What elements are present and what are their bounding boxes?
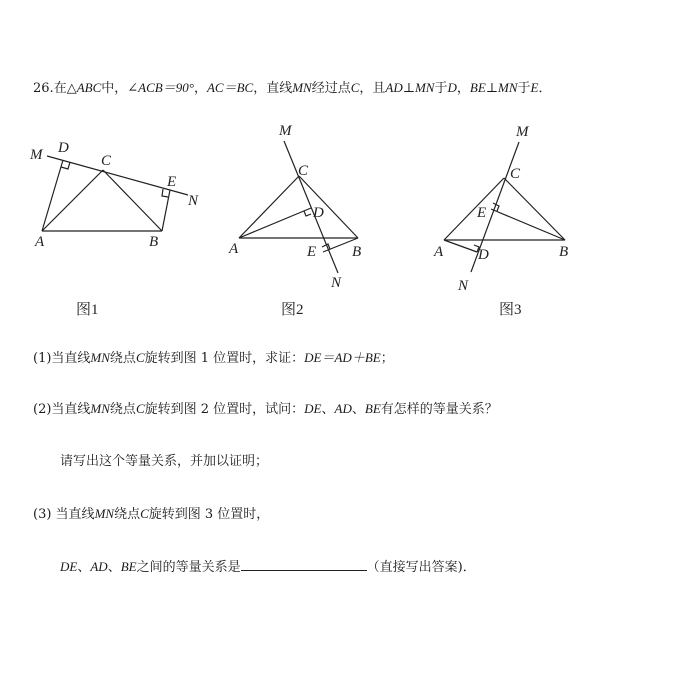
fig3-label-e: E xyxy=(477,205,487,221)
fig3-label-a: A xyxy=(434,244,444,260)
answer-blank[interactable] xyxy=(241,558,367,571)
fig1-label-d: D xyxy=(58,140,69,156)
fig2-caption: 图2 xyxy=(281,302,304,318)
fig2-label-n: N xyxy=(331,275,342,291)
fig3-label-n: N xyxy=(458,278,469,294)
fig1-label-n: N xyxy=(188,193,199,209)
fig3-segment-ac xyxy=(444,178,504,240)
question-2-instruction: 请写出这个等量关系，并加以证明； xyxy=(60,454,269,469)
problem-statement: 26.在△ABC中，∠ACB＝90°，AC＝BC，直线MN经过点C，且AD⊥MN于D，BE⊥MN于E． xyxy=(33,80,552,96)
fig2-right-angle-d xyxy=(304,211,311,216)
fig3-label-m: M xyxy=(516,124,529,140)
fig3-segment-bc xyxy=(504,178,565,240)
perp-be: BE⊥MN xyxy=(469,80,518,95)
fig2-segment-ad xyxy=(239,208,311,238)
fig1-label-m: M xyxy=(30,147,43,163)
figure-1 xyxy=(42,156,188,231)
fig3-label-b: B xyxy=(559,244,569,260)
fig1-right-angle-e xyxy=(162,189,168,197)
fig1-label-e: E xyxy=(167,174,177,190)
fig2-label-m: M xyxy=(279,123,292,139)
fig2-label-d: D xyxy=(313,205,324,221)
question-3: (3) 当直线MN绕点C旋转到图 3 位置时， xyxy=(33,506,270,522)
fig2-label-a: A xyxy=(229,241,239,257)
fig2-label-e: E xyxy=(307,244,317,260)
triangle-abc: △ABC xyxy=(66,80,102,95)
fig1-label-a: A xyxy=(35,234,45,250)
fig2-segment-bc xyxy=(299,176,358,238)
fig3-segment-be xyxy=(491,209,565,240)
fig2-segment-ac xyxy=(239,176,299,238)
fig2-label-c: C xyxy=(298,163,309,179)
problem-number: 26. xyxy=(33,81,54,96)
geometry-figures xyxy=(0,0,691,330)
fig3-label-d: D xyxy=(478,247,489,263)
fig2-right-angle-e xyxy=(322,244,330,249)
q1-formula: DE＝AD＋BE xyxy=(304,350,381,365)
angle-condition: ∠ACB＝90° xyxy=(127,80,194,95)
equal-sides: AC＝BC xyxy=(206,80,254,95)
question-1: (1)当直线MN绕点C旋转到图 1 位置时，求证：DE＝AD＋BE； xyxy=(33,350,394,366)
fig1-caption: 图1 xyxy=(76,302,99,318)
figure-2 xyxy=(239,141,358,273)
fig1-label-b: B xyxy=(149,234,159,250)
figure-3 xyxy=(444,142,565,272)
fig3-label-c: C xyxy=(510,166,521,182)
question-3-answer-line: DE、AD、BE之间的等量关系是 （直接写出答案)． xyxy=(60,559,476,575)
fig3-caption: 图3 xyxy=(499,302,522,318)
fig2-label-b: B xyxy=(352,244,362,260)
question-2: (2)当直线MN绕点C旋转到图 2 位置时，试问：DE、AD、BE有怎样的等量关系？ xyxy=(33,401,498,417)
fig1-label-c: C xyxy=(101,153,112,169)
perp-ad: AD⊥MN xyxy=(385,80,435,95)
fig3-segment-ad xyxy=(444,240,477,252)
